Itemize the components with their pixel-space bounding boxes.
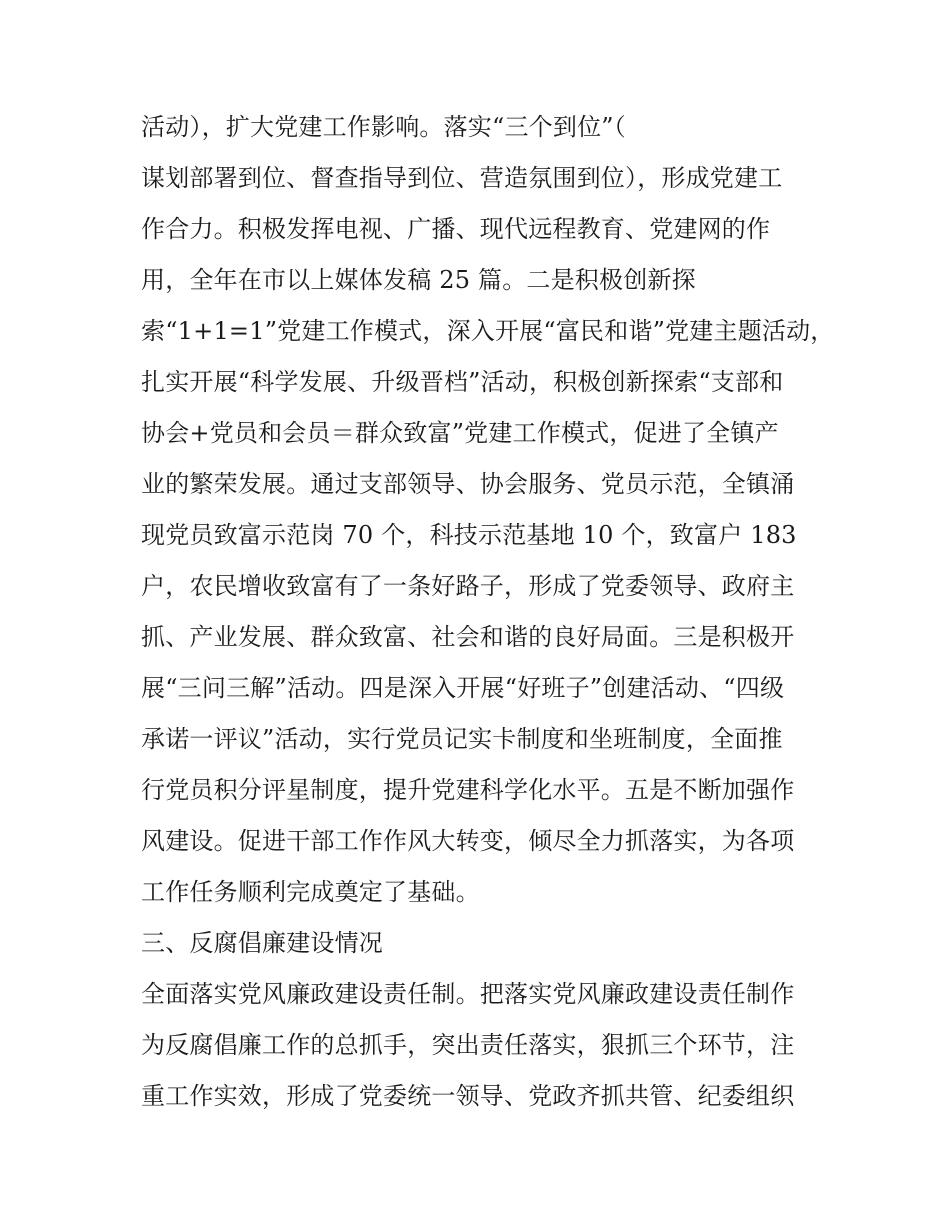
text-line: 作合力。积极发挥电视、广播、现代远程教育、党建网的作	[141, 215, 771, 243]
text-line: 用，全年在市以上媒体发稿 25 篇。二是积极创新探	[141, 266, 696, 294]
document-body	[141, 102, 835, 1122]
text-line: 展“三问三解”活动。四是深入开展“好班子”创建活动、“四级	[141, 674, 785, 702]
text-line: 风建设。促进干部工作作风大转变，倾尽全力抓落实，为各项	[141, 827, 795, 855]
text-line: 扎实开展“科学发展、升级晋档”活动，积极创新探索“支部和	[141, 368, 784, 396]
text-line: 谋划部署到位、督查指导到位、营造氛围到位），形成党建工	[141, 164, 783, 192]
text-line: 索“1+1=1”党建工作模式，深入开展“富民和谐”党建主题活动，	[141, 317, 835, 345]
text-line: 抓、产业发展、群众致富、社会和谐的良好局面。三是积极开	[141, 623, 795, 651]
text-line: 全面落实党风廉政建设责任制。把落实党风廉政建设责任制作	[141, 980, 795, 1008]
text-line: 活动），扩大党建工作影响。落实“三个到位”（	[141, 113, 626, 141]
text-line: 承诺一评议”活动，实行党员记实卡制度和坐班制度，全面推	[141, 725, 783, 753]
text-line: 工作任务顺利完成奠定了基础。	[141, 878, 480, 906]
text-line: 为反腐倡廉工作的总抓手，突出责任落实，狠抓三个环节，注	[141, 1031, 795, 1059]
text-line: 现党员致富示范岗 70 个，科技示范基地 10 个，致富户 183	[141, 521, 797, 549]
text-line: 协会+党员和会员＝群众致富”党建工作模式，促进了全镇产	[141, 419, 779, 447]
text-line: 重工作实效，形成了党委统一领导、党政齐抓共管、纪委组织	[141, 1082, 795, 1110]
text-line: 行党员积分评星制度，提升党建科学化水平。五是不断加强作	[141, 776, 795, 804]
text-line: 户，农民增收致富有了一条好路子，形成了党委领导、政府主	[141, 572, 795, 600]
section-heading: 三、反腐倡廉建设情况	[141, 929, 383, 957]
text-line: 业的繁荣发展。通过支部领导、协会服务、党员示范，全镇涌	[141, 470, 795, 498]
